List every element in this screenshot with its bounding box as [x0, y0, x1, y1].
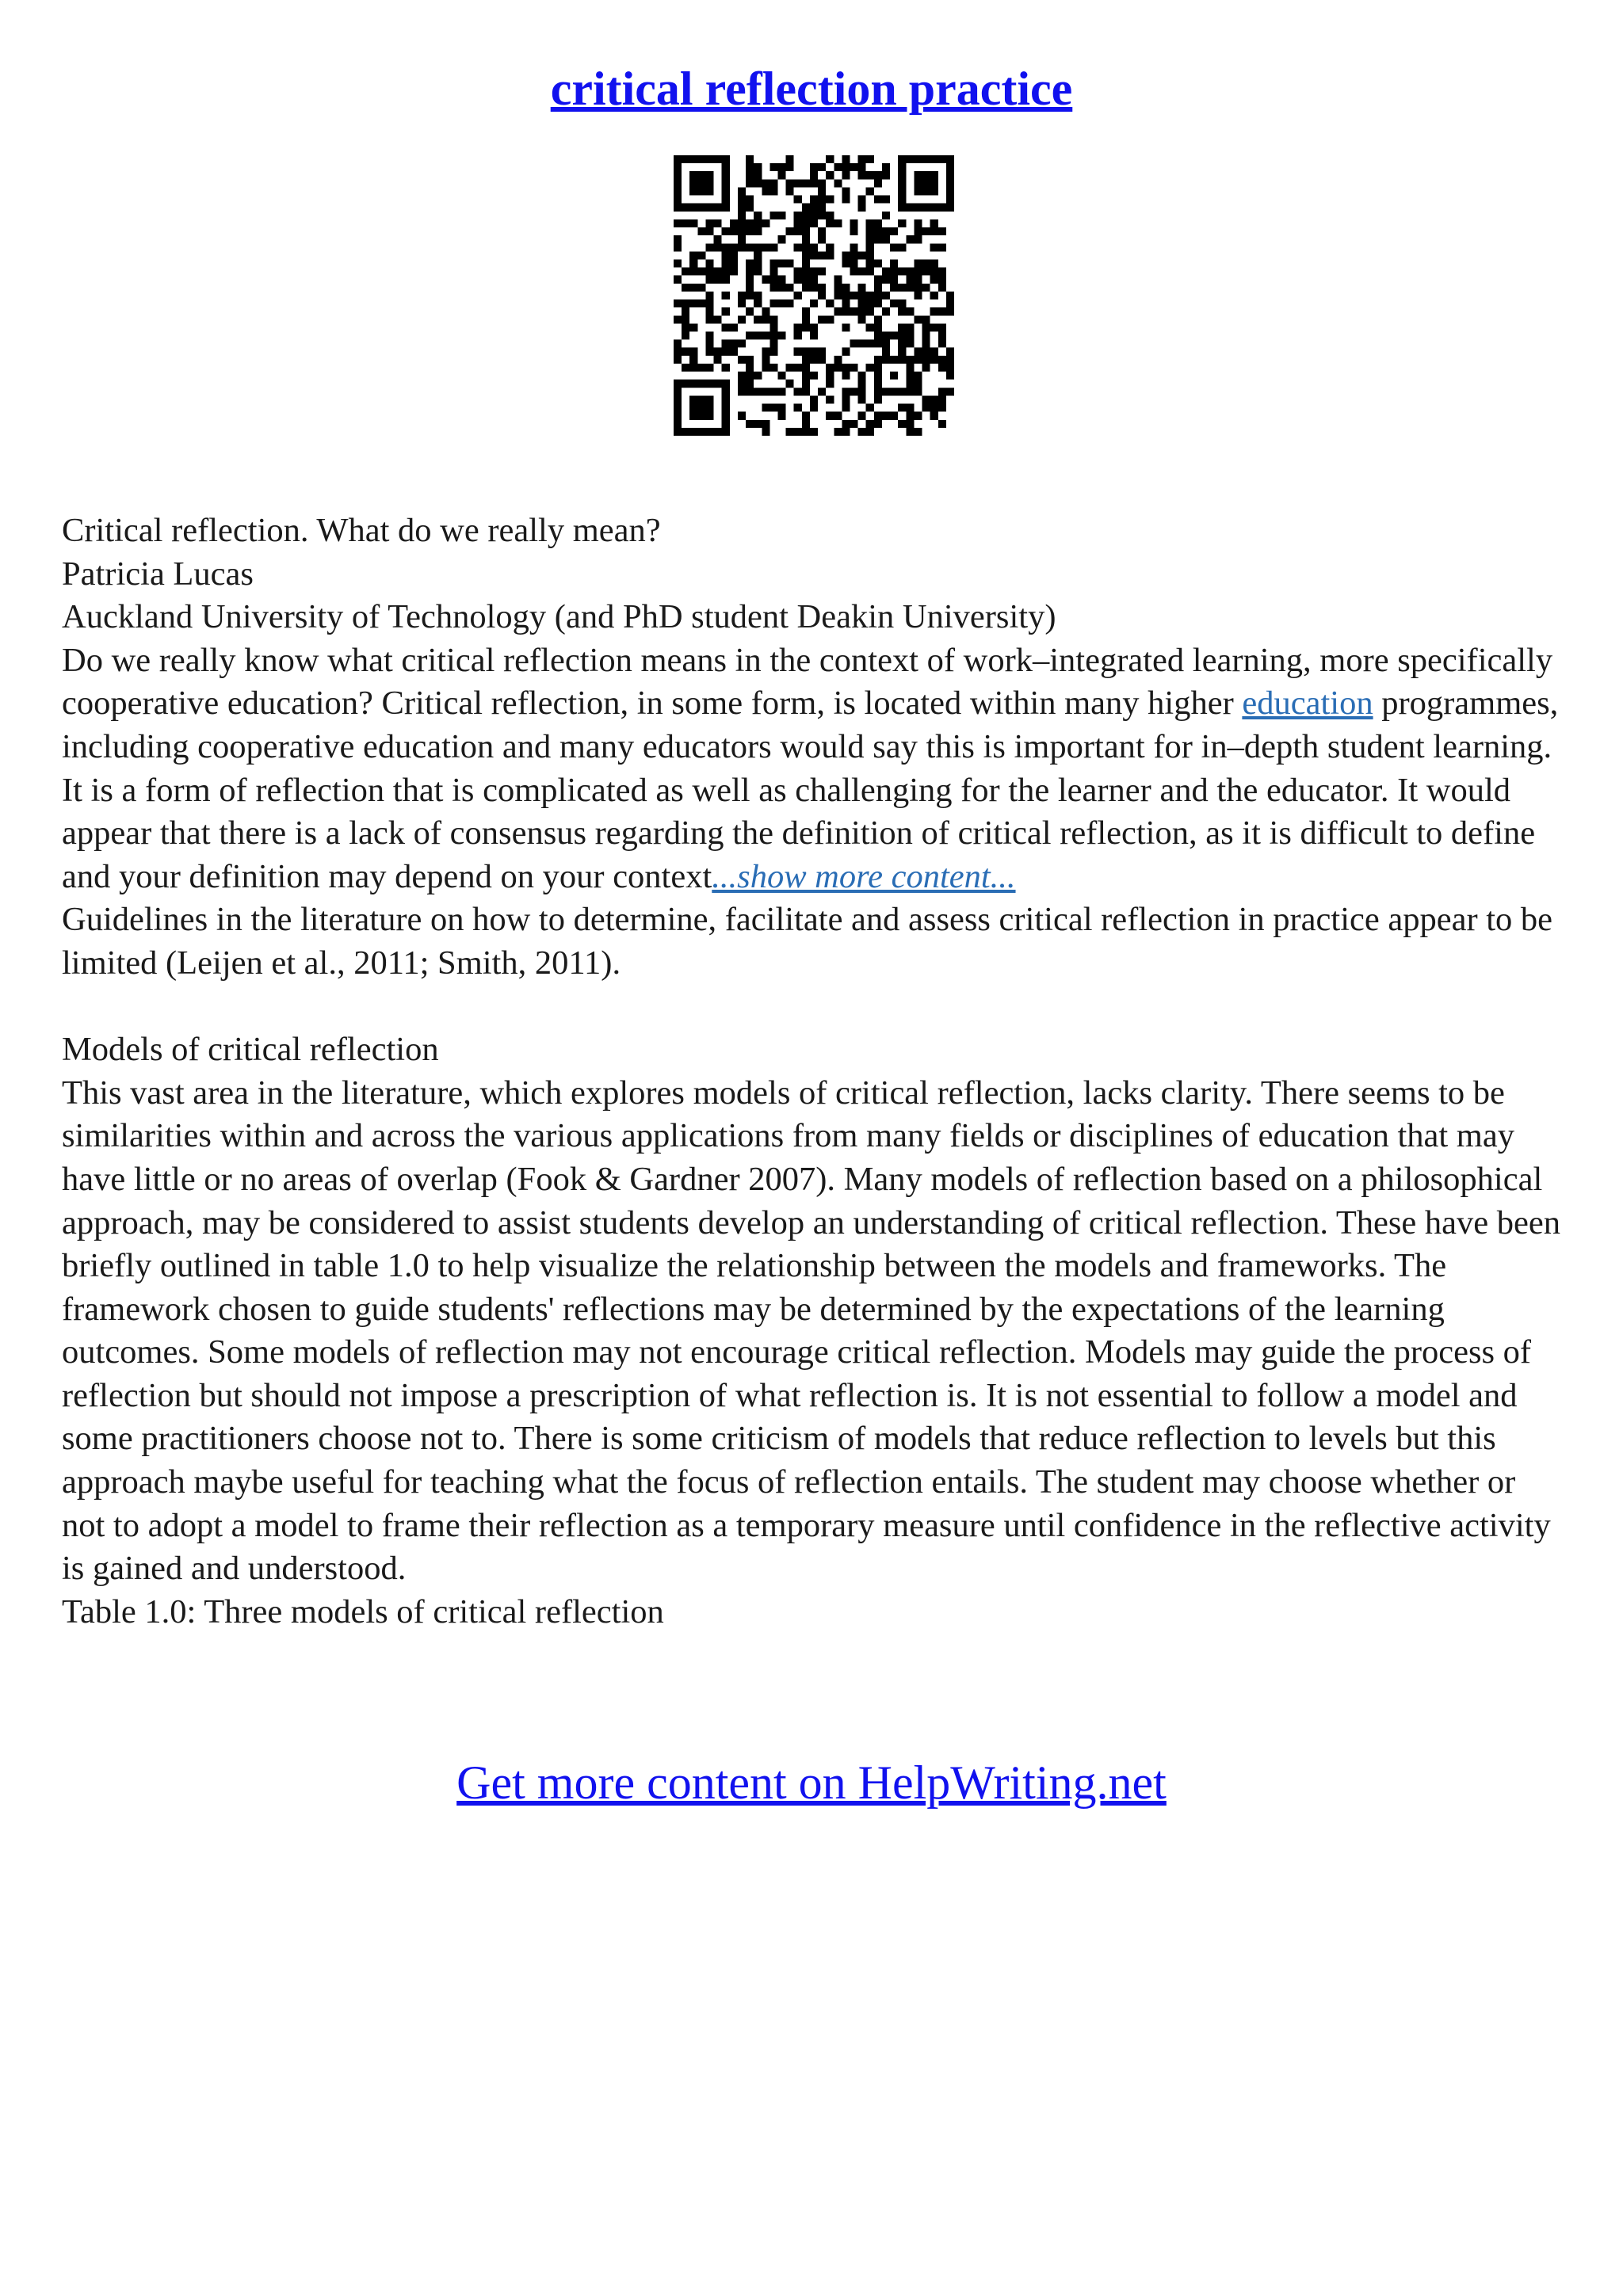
paragraph-spacer: [62, 986, 1564, 1029]
table-caption: Table 1.0: Three models of critical reflection: [62, 1592, 664, 1630]
paragraph-intro-text-start: Do we really know what critical reflection means in the context of work–integrated learning, more specifically cooperative education? Critical reflection, in some form, is located within many higher: [62, 641, 1553, 723]
education-link[interactable]: education: [1242, 685, 1373, 723]
title-link[interactable]: critical reflection practice: [550, 63, 1073, 115]
paragraph-intro-text-end: programmes, including cooperative education and many educators would say this is important for in–depth student learning. It is a form of reflection that is complicated as well as challenging for the learner and the educator. It would appear that there is a lack of consensus regarding the definition of critical reflection, as it is difficult to define and your definition may depend on your context: [62, 685, 1559, 895]
document-heading: Critical reflection. What do we really mean?: [62, 512, 661, 549]
section-heading: Models of critical reflection: [62, 1031, 439, 1069]
paragraph-guidelines: Guidelines in the literature on how to determine, facilitate and assess critical reflection in practice appear to be limited (Leijen et al., 2011; Smith, 2011).: [62, 901, 1553, 982]
author-affiliation: Auckland University of Technology (and PhD student Deakin University): [62, 598, 1056, 636]
page-title: [0, 57, 1623, 120]
document-body: [62, 509, 1564, 1634]
qr-code-icon: [674, 155, 954, 436]
footer-link[interactable]: Get more content on HelpWriting.net: [456, 1756, 1167, 1809]
paragraph-models: This vast area in the literature, which explores models of critical reflection, lacks clarity. There seems to be similarities within and across the various applications from many fields or disciplines of education that may have little or no areas of overlap (Fook & Gardner 2007). Many models of reflection based on a philosophical approach, may be considered to assist students develop an understanding of critical reflection. These have been briefly outlined in table 1.0 to help visualize the relationship between the models and frameworks. The framework chosen to guide students' reflections may be determined by the expectations of the learning outcomes. Some models of reflection may not encourage critical reflection. Models may guide the process of reflection but should not impose a prescription of what reflection is. It is not essential to follow a model and some practitioners choose not to. There is some criticism of models that reduce reflection to levels but this approach maybe useful for teaching what the focus of reflection entails. The student may choose whether or not to adopt a model to frame their reflection as a temporary measure until confidence in the reflective activity is gained and understood.: [62, 1074, 1561, 1588]
author-name: Patricia Lucas: [62, 555, 254, 593]
qr-code-graphic: [674, 155, 954, 436]
show-more-link[interactable]: ...show more content...: [712, 857, 1016, 895]
footer: [0, 1751, 1623, 1814]
paragraph-intro: [62, 639, 1564, 899]
